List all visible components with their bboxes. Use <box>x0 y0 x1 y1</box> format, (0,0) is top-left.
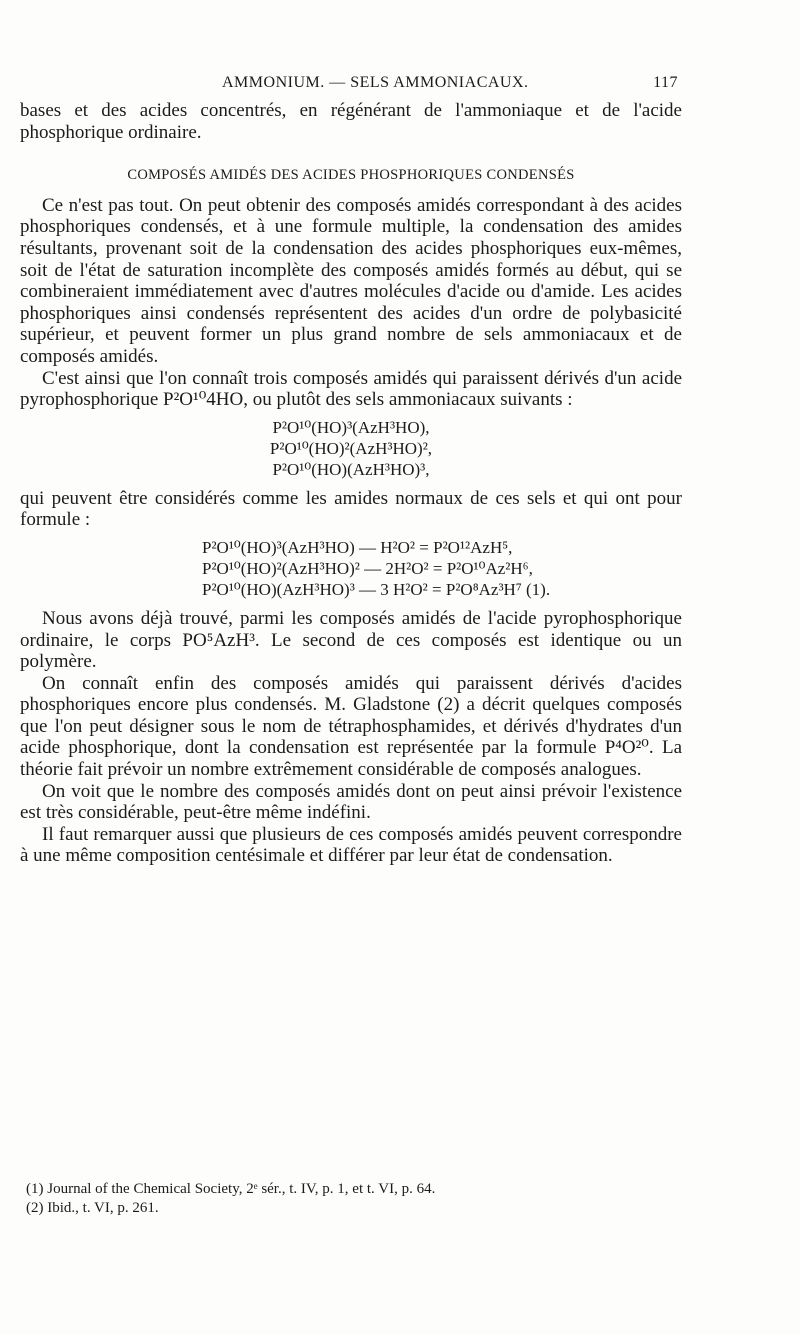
formula-line: P²O¹⁰(HO)³(AzH³HO) — H²O² = P²O¹²AzH⁵, <box>202 537 513 557</box>
footnotes <box>26 1180 686 1218</box>
formula-block-salts <box>20 417 682 480</box>
formula-line: P²O¹⁰(HO)(AzH³HO)³, <box>272 459 430 479</box>
section-heading: COMPOSÉS AMIDÉS DES ACIDES PHOSPHORIQUES CONDENSÉS <box>127 167 575 184</box>
running-header <box>118 74 678 96</box>
page-number: 117 <box>653 74 678 91</box>
paragraph-continuation: bases et des acides concentrés, en régénérant de l'ammoniaque et de l'acide phosphorique ordinaire. <box>20 100 682 143</box>
paragraph: On voit que le nombre des composés amidés dont on peut ainsi prévoir l'existence est très considérable, peut-être même indéfini. <box>20 780 682 824</box>
paragraph: Il faut remarquer aussi que plusieurs de ces composés amidés peuvent correspondre à une même composition centésimale et différer par leur état de condensation. <box>20 823 682 867</box>
paragraph: Ce n'est pas tout. On peut obtenir des composés amidés correspondant à des acides phosphoriques condensés, et à une formule multiple, la condensation des amides résultants, provenant soit de la condensation des acides phosphoriques eux-mêmes, soit de l'état de saturation incomplète des composés amidés formés au début, qui se combineraient immédiatement avec d'autres molécules d'acide ou d'amide. Les acides phosphoriques ainsi condensés représentent des acides d'un ordre de polybasicité supérieur, et peuvent former un plus grand nombre de sels ammoniacaux et de composés amidés. <box>20 194 682 367</box>
paragraph: qui peuvent être considérés comme les amides normaux de ces sels et qui ont pour formule : <box>20 487 682 531</box>
formula-line: P²O¹⁰(HO)³(AzH³HO), <box>272 417 430 437</box>
footnote: (1) Journal of the Chemical Society, 2ᵉ sér., t. IV, p. 1, et t. VI, p. 64. <box>26 1181 436 1197</box>
paragraph: C'est ainsi que l'on connaît trois composés amidés qui paraissent dérivés d'un acide pyrophosphorique P²O¹⁰4HO, ou plutôt des sels ammoniacaux suivants : <box>20 367 682 411</box>
formula-block-amides <box>20 537 682 600</box>
formula-line: P²O¹⁰(HO)²(AzH³HO)², <box>269 438 433 458</box>
page-body <box>20 100 682 867</box>
formula-line: P²O¹⁰(HO)(AzH³HO)³ — 3 H²O² = P²O⁸Az³H⁷ (1). <box>202 579 551 599</box>
paragraph: Nous avons déjà trouvé, parmi les composés amidés de l'acide pyrophosphorique ordinaire, le corps PO⁵AzH³. Le second de ces composés est identique ou un polymère. <box>20 607 682 673</box>
paragraph: On connaît enfin des composés amidés qui paraissent dérivés d'acides phosphoriques encore plus condensés. M. Gladstone (2) a décrit quelques composés que l'on peut désigner sous le nom de tétraphosphamides, et dérivés d'hydrates d'un acide phosphorique, dont la condensation est représentée par la formule P⁴O²⁰. La théorie fait prévoir un nombre extrêmement considérable de composés analogues. <box>20 672 682 781</box>
running-title: AMMONIUM. — SELS AMMONIACAUX. <box>222 74 529 91</box>
formula-line: P²O¹⁰(HO)²(AzH³HO)² — 2H²O² = P²O¹⁰Az²H⁶, <box>202 558 533 578</box>
footnote: (2) Ibid., t. VI, p. 261. <box>26 1200 159 1216</box>
